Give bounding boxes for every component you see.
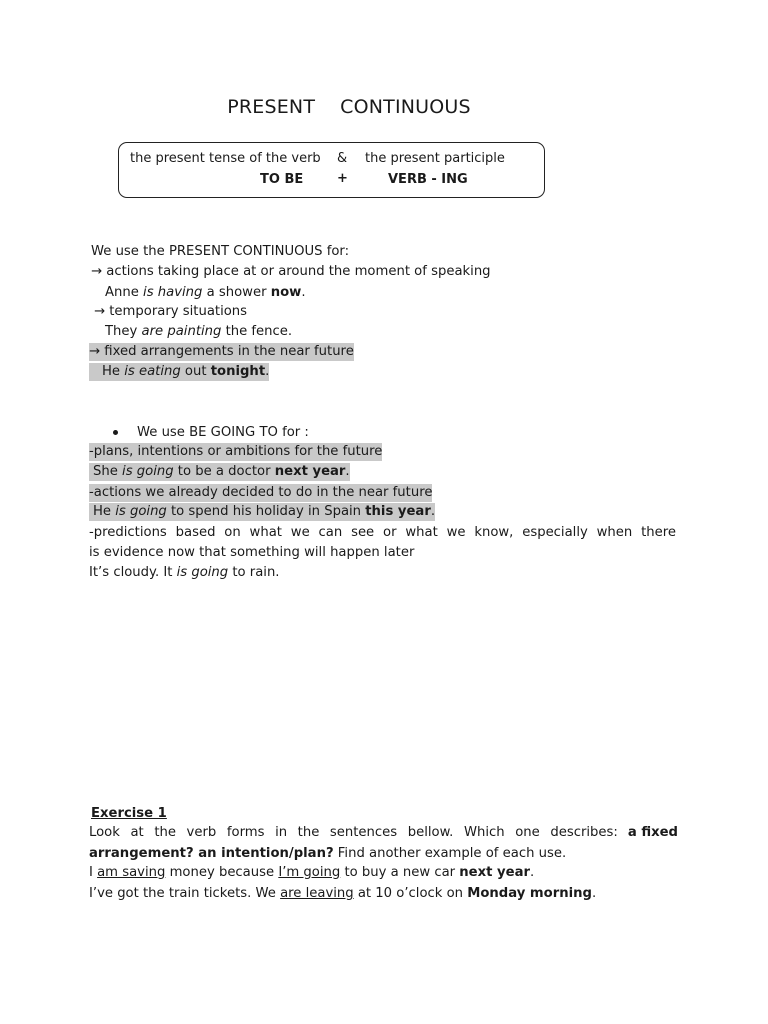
example-text: They — [105, 324, 142, 339]
formula-ampersand: & — [337, 151, 348, 166]
example-text: . — [301, 285, 306, 300]
example-time-expression: this year — [365, 504, 431, 519]
example-line — [89, 564, 280, 582]
exercise-instruction-line1 — [89, 824, 678, 842]
instruction-emphasis: a fixed — [627, 825, 678, 840]
sentence-time-expression: Monday morning — [467, 886, 592, 901]
present-continuous-intro: We use the PRESENT CONTINUOUS for: — [91, 244, 350, 259]
sentence-text: I’ve got the train tickets. We — [89, 886, 281, 901]
example-text: out — [180, 364, 211, 379]
example-line-highlighted — [89, 503, 435, 521]
going-to-rule: -predictions based on what we can see or what we know, especially when there — [89, 525, 676, 540]
rule-text: fixed arrangements in the near future — [104, 344, 354, 359]
rule-line — [94, 303, 247, 321]
instruction-emphasis: arrangement? an intention/plan? — [89, 846, 334, 861]
going-to-intro: We use BE GOING TO for : — [137, 425, 309, 440]
example-text: He — [102, 364, 125, 379]
example-line-highlighted — [89, 463, 350, 481]
sentence-text: to buy a new car — [340, 865, 460, 880]
sentence-time-expression: next year — [459, 865, 530, 880]
example-text: . — [430, 504, 436, 519]
going-to-rule-highlighted: -plans, intentions or ambitions for the future — [89, 444, 383, 459]
exercise-heading-text: Exercise 1 — [91, 806, 167, 821]
arrow-icon: → — [91, 264, 103, 279]
example-verb: is going — [176, 565, 229, 580]
bullet-icon — [113, 430, 118, 435]
page-title: PRESENT CONTINUOUS — [227, 96, 471, 118]
example-time-expression: tonight — [210, 364, 266, 379]
example-text: the fence. — [221, 324, 293, 339]
exercise-instruction-line2 — [89, 845, 566, 863]
instruction-text: Look at the verb forms in the sentences bellow. Which one describes: — [89, 825, 618, 840]
sentence-text: . — [591, 886, 597, 901]
exercise-sentence — [89, 864, 534, 882]
example-verb: is going — [122, 464, 174, 479]
exercise-sentence — [89, 885, 596, 903]
example-text: to spend his holiday in Spain — [166, 504, 366, 519]
sentence-text: at 10 o’clock on — [353, 886, 468, 901]
example-line-highlighted — [89, 363, 269, 381]
sentence-text: . — [529, 865, 535, 880]
rule-line — [91, 263, 491, 281]
sentence-text: money because — [165, 865, 279, 880]
underlined-verb: are leaving — [280, 886, 354, 901]
formula-right-description: the present participle — [365, 151, 505, 166]
exercise-heading — [91, 805, 167, 823]
example-text: She — [93, 464, 123, 479]
example-time-expression: now — [270, 285, 302, 300]
arrow-icon: → — [89, 344, 101, 359]
underlined-verb: I’m going — [278, 865, 341, 880]
rule-line-highlighted — [89, 343, 354, 361]
formula-plus: + — [337, 171, 348, 186]
example-text: . — [345, 464, 350, 479]
rule-text: actions taking place at or around the moment of speaking — [106, 264, 491, 279]
arrow-icon: → — [94, 304, 106, 319]
example-text: He — [93, 504, 116, 519]
formula-right-term: VERB - ING — [388, 172, 468, 187]
example-text: . — [265, 364, 270, 379]
example-verb: is eating — [124, 364, 181, 379]
example-text: to be a doctor — [173, 464, 275, 479]
example-line — [105, 323, 292, 341]
going-to-rule-continuation: is evidence now that something will happen later — [89, 545, 415, 560]
example-text: Anne — [105, 285, 144, 300]
example-verb: is having — [143, 285, 203, 300]
example-verb: are painting — [141, 324, 222, 339]
example-text: a shower — [202, 285, 271, 300]
rule-text: temporary situations — [109, 304, 248, 319]
instruction-text: Find another example of each use. — [333, 846, 567, 861]
example-text: It’s cloudy. It — [89, 565, 177, 580]
example-line — [105, 284, 306, 302]
example-verb: is going — [115, 504, 167, 519]
formula-box — [118, 142, 545, 198]
formula-left-description: the present tense of the verb — [130, 151, 321, 166]
going-to-rule-highlighted: -actions we already decided to do in the near future — [89, 485, 433, 500]
sentence-text: I — [89, 865, 98, 880]
underlined-verb: am saving — [97, 865, 166, 880]
example-time-expression: next year — [274, 464, 346, 479]
formula-left-term: TO BE — [260, 172, 304, 187]
example-text: to rain. — [228, 565, 280, 580]
